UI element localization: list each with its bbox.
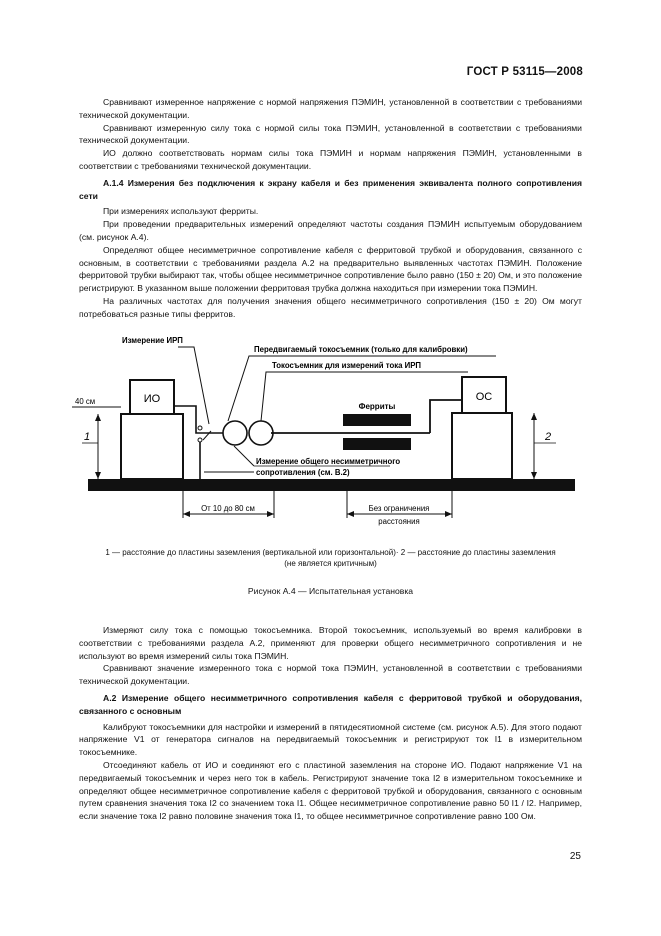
ground-plane [88,479,575,491]
dim-2-arrow-top [531,413,537,420]
leader-impedance [234,446,254,466]
paragraph: При измерениях используют ферриты. [103,206,259,217]
dim-distance-arrow-right [267,511,274,517]
legend-line-1: 1 — расстояние до пластины заземления (вертикальной или горизонтальной)· 2 — расстояние до пластины заземления [105,548,556,557]
movable-current-probe [223,421,247,445]
impedance-label-line1: Измерение общего несимметричного [256,457,401,466]
cable-os-side [430,400,462,433]
standard-number: ГОСТ Р 53115—2008 [466,66,583,78]
legend-line-2: (не является критичным) [284,559,377,568]
paragraph: ИО должно соответствовать нормам силы тока ПЭМИН и нормам напряжения ПЭМИН, установленными в соответствии с требованиями технической документации. [79,148,582,171]
dim-1-label: 1 [84,431,91,443]
io-label: ИО [143,393,161,405]
dim-unlimited-arrow-right [445,511,452,517]
dim-unlimited-label-line2: расстояния [378,517,420,526]
paragraph: Отсоединяют кабель от ИО и соединяют его с пластиной заземления на стороне ИО. Подают напряжение V1 на передвигаемый токосъемник и через него ток в кабель. Регистрируют значение тока I2 в измерительном токосъемнике и определяют общее несимметричное сопротивление кабеля с ферритовой трубкой и оборудования, связанного с основным путем сравнения значения тока I2 со значением тока I1. Общее несимметричное сопротивление равно 50 I1 / I2. Например, если значение тока I2 равно половине значения тока I1, то общее несимметричное сопротивление равно 100 Ом. [79,759,582,822]
ferrites-label: Ферриты [358,402,396,411]
io-table [121,414,183,479]
page-number: 25 [569,851,581,862]
figure-legend [79,547,582,569]
dim-distance-label: От 10 до 80 см [201,504,255,513]
os-label: ОС [475,391,493,403]
leader-irp [178,347,209,424]
paragraph: Калибруют токосъемники для настройки и измерений в пятидесятиомной системе (см. рисунок А.5). Для этого подают напряжение V1 от генератора сигналов на передвигаемый токосъемник и регистрируют ток I1 в измерительном токосъемнике. [79,721,582,758]
switch-contact [198,438,202,442]
paragraph: Сравнивают значение измеренного тока с нормой тока ПЭМИН, установленной в соответствии с требованиями технической документации. [79,663,582,687]
figure-caption: Рисунок А.4 — Испытательная установка [247,586,414,596]
os-table [452,413,512,479]
dim-unlimited-label-line1: Без ограничения [368,504,430,513]
leader-probe-irp [261,372,468,421]
dim-40cm-label: 40 см [75,397,96,406]
paragraph: На различных частотах для получения значения общего несимметричного сопротивления (150 ± 20) Ом могут потребоваться разные типы ферритов. [79,295,582,319]
dim-unlimited-arrow-left [347,511,354,517]
dim-2-arrow-bottom [531,472,537,479]
paragraph: Сравнивают измеренную силу тока с нормой силы тока ПЭМИН, установленной в соответствии с требованиями технической документации. [79,122,582,146]
measuring-current-probe [249,421,273,445]
ferrite-2 [343,438,411,450]
section-heading-a2: А.2 Измерение общего несимметричного сопротивления кабеля с ферритовой трубкой и оборудования, связанного с основным [79,692,582,716]
movable-probe-label: Передвигаемый токосъемник (только для калибровки) [254,345,468,354]
section-heading-a14: А.1.4 Измерения без подключения к экрану кабеля и без применения эквивалента полного сопротивления сети [79,177,582,201]
text-block-2 [79,624,582,823]
paragraph: Сравнивают измеренное напряжение с нормой напряжения ПЭМИН, установленной в соответствии с требованиями технической документации. [79,97,582,120]
dim-distance-arrow-left [183,511,190,517]
paragraph: Определяют общее несимметричное сопротивление кабеля с ферритовой трубкой и оборудования, связанного с основным, в соответствии с требованиями раздела А.2 на предварительно выявленных частотах ПЭМИН. Положение ферритовой трубки выбирают так, чтобы общее несимметричное сопротивление было равно (150 ± 20) Ом, и это положение регистрируют. В указанном выше положении ферритовая трубка должна находиться при измерении тока ПЭМИН. [79,244,582,294]
paragraph: При проведении предварительных измерений определяют частоты создания ПЭМИН испытуемым оборудованием (см. рисунок А.4). [79,219,582,242]
dim-2-label: 2 [545,431,552,443]
probe-irp-label: Токосъемник для измерений тока ИРП [272,361,422,370]
dim-1-arrow-bottom [95,472,101,479]
irp-measure-label: Измерение ИРП [122,336,183,345]
switch-contact [198,426,202,430]
paragraph: Измеряют силу тока с помощью токосъемника. Второй токосъемник, используемый во время калибровки в соответствии с требованиями раздела А.2, применяют для проверки общего несимметричного сопротивления и не используют во время измерений силы тока ПЭМИН. [79,625,582,661]
dim-1-arrow-top [95,414,101,421]
impedance-label-line2: сопротивления (см. В.2) [256,468,350,477]
ferrite-1 [343,414,411,426]
